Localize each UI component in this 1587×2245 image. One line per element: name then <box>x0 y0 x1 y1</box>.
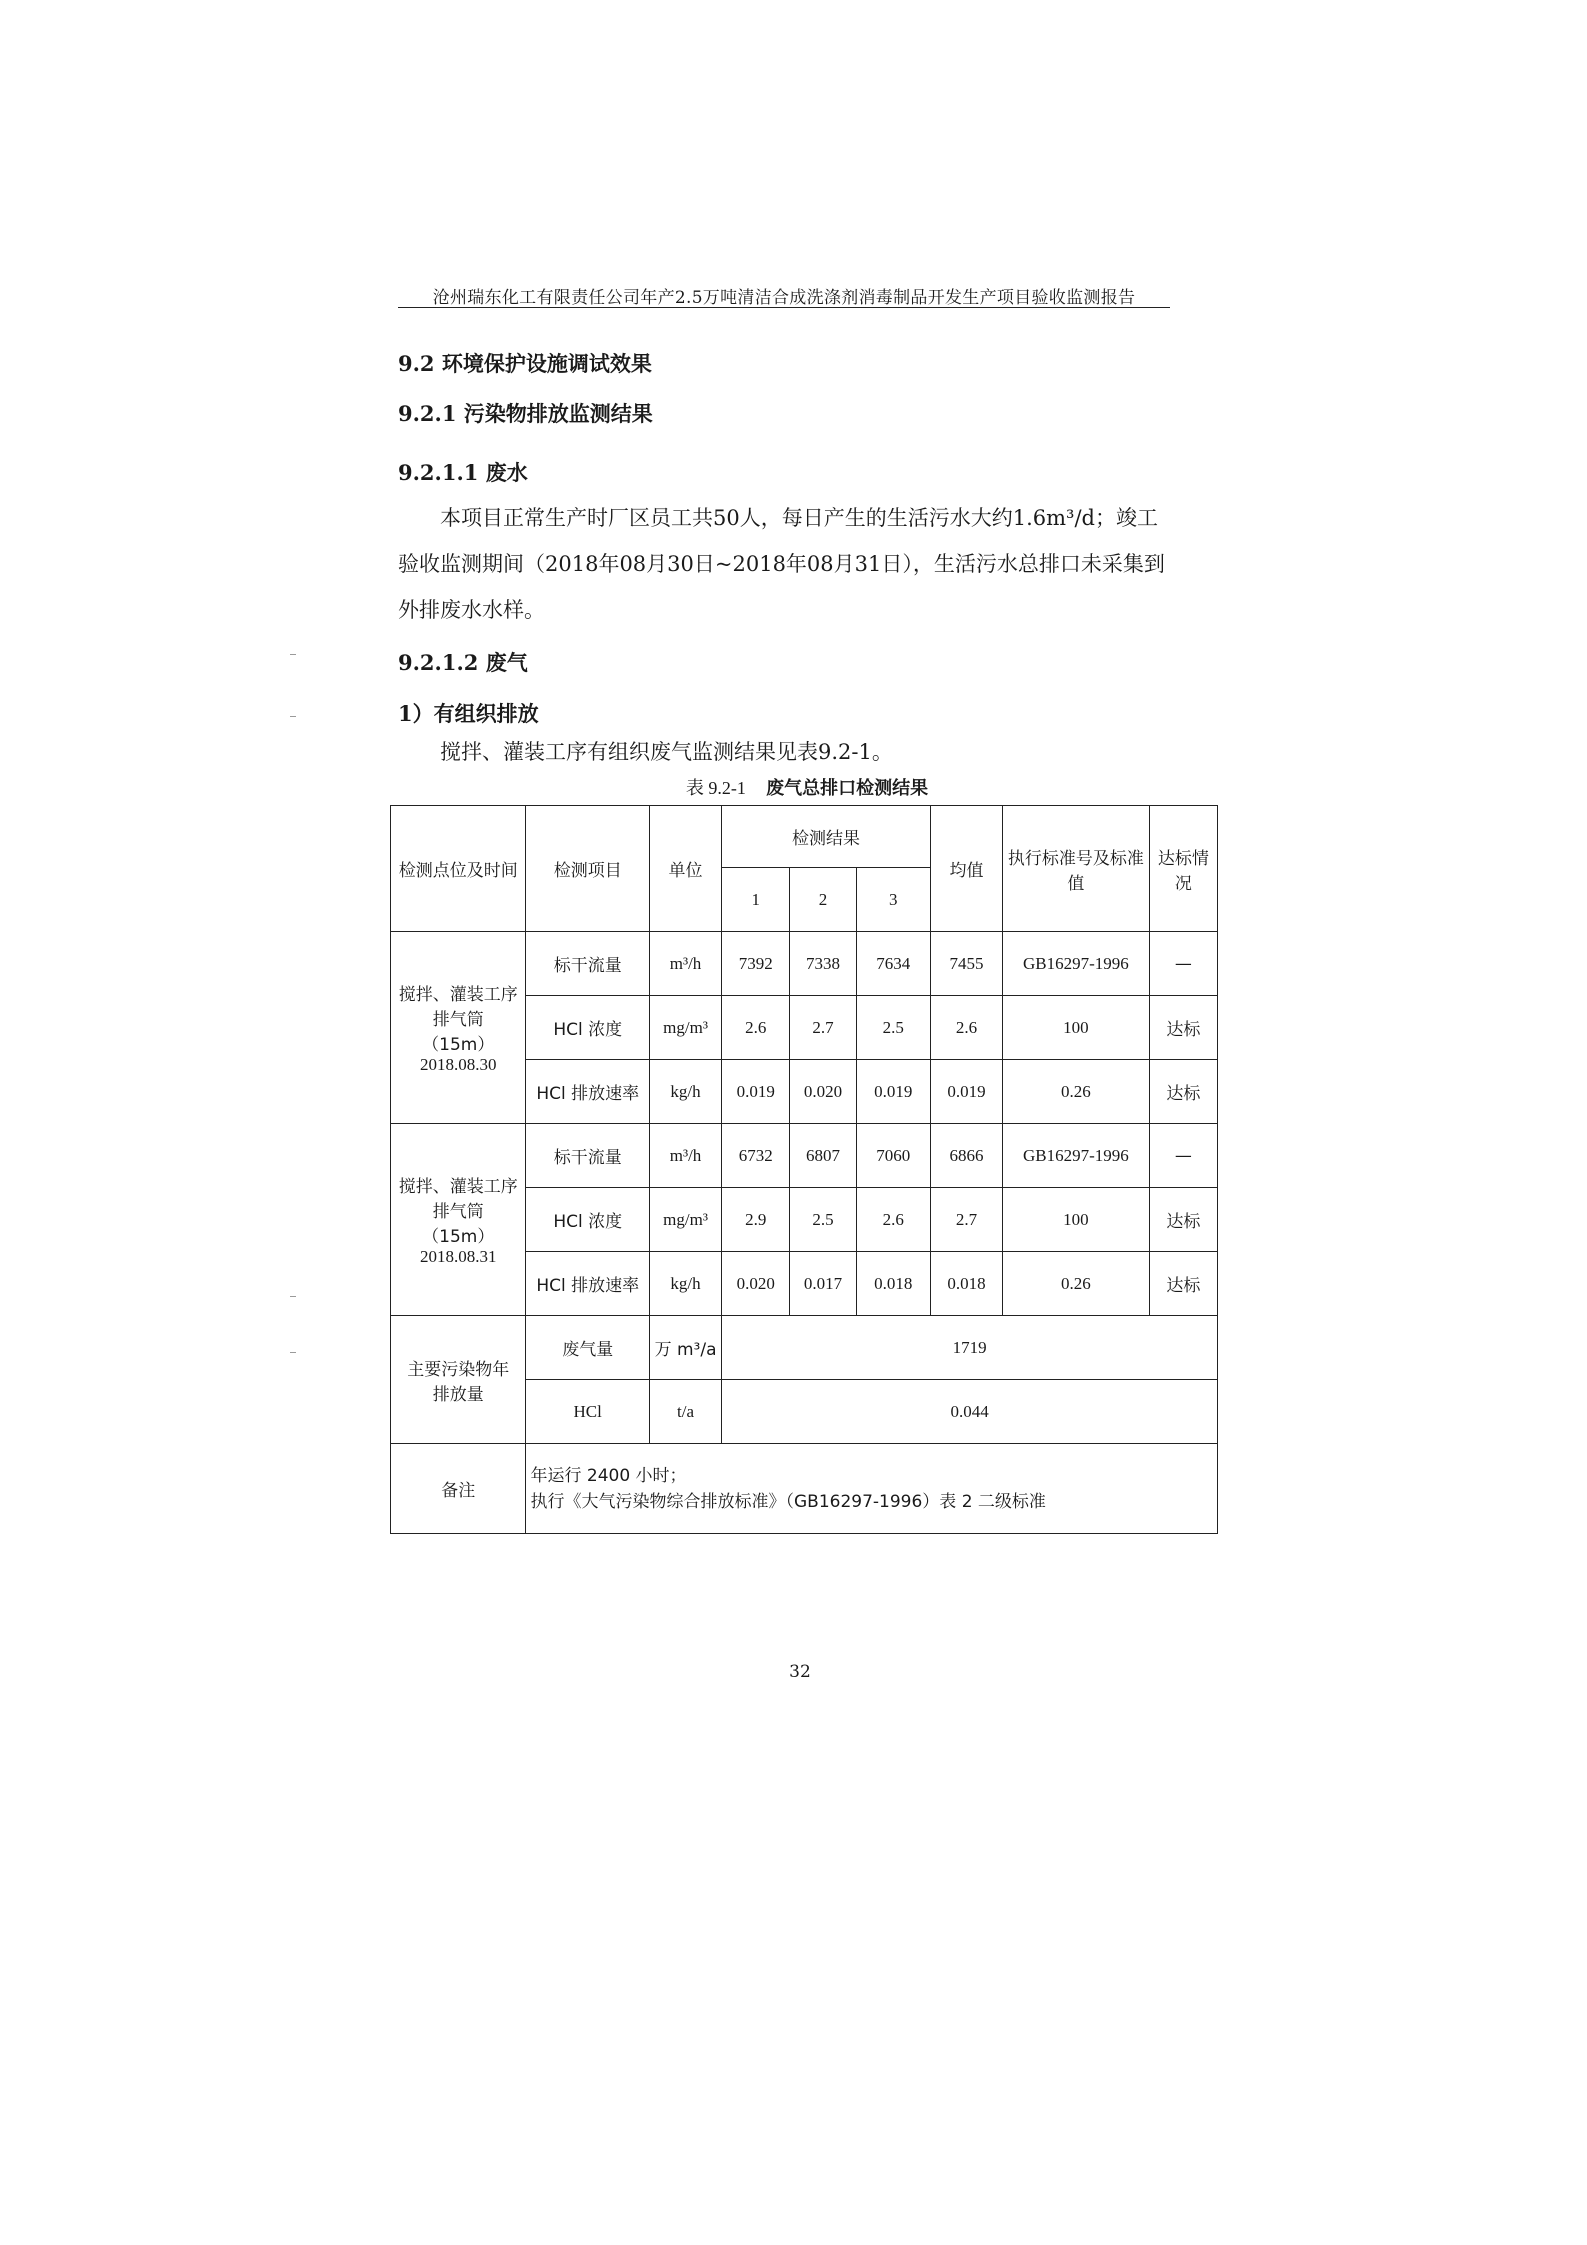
section-heading-9-2-1-2: 9.2.1.2 废气 <box>398 650 528 675</box>
mean-cell: 2.6 <box>930 996 1002 1060</box>
organized-emission-paragraph: 搅拌、灌装工序有组织废气监测结果见表9.2-1。 <box>440 740 893 764</box>
annual-value-cell: 1719 <box>722 1316 1218 1380</box>
value-cell: 0.019 <box>856 1060 930 1124</box>
value-cell: 2.5 <box>790 1188 856 1252</box>
standard-cell: GB16297-1996 <box>1003 932 1150 996</box>
table-row <box>391 1316 1218 1380</box>
annual-label-line: 主要污染物年 <box>407 1359 510 1380</box>
location-line: 2018.08.30 <box>419 1055 497 1074</box>
table-row <box>391 932 1218 996</box>
unit-cell: mg/m³ <box>649 996 721 1060</box>
value-cell: 2.9 <box>722 1188 790 1252</box>
header-location: 检测点位及时间 <box>391 806 526 932</box>
item-cell: 标干流量 <box>526 932 649 996</box>
value-cell: 2.5 <box>856 996 930 1060</box>
compliance-cell: — <box>1149 1124 1217 1188</box>
item-cell: 废气量 <box>526 1316 649 1380</box>
exhaust-results-table <box>390 805 1218 1534</box>
mean-cell: 2.7 <box>930 1188 1002 1252</box>
organized-emission-heading: 1）有组织排放 <box>398 701 539 726</box>
annual-value-cell: 0.044 <box>722 1380 1218 1444</box>
page-number: 32 <box>789 1662 811 1682</box>
header-unit: 单位 <box>649 806 721 932</box>
unit-cell: kg/h <box>649 1252 721 1316</box>
value-cell: 0.017 <box>790 1252 856 1316</box>
mean-cell: 0.018 <box>930 1252 1002 1316</box>
value-cell: 7634 <box>856 932 930 996</box>
location-line: 排气筒 <box>432 1202 484 1222</box>
standard-cell: 100 <box>1003 996 1150 1060</box>
header-rule <box>398 307 1170 308</box>
value-cell: 2.6 <box>856 1188 930 1252</box>
header-run-2: 2 <box>790 868 856 932</box>
standard-cell: 0.26 <box>1003 1060 1150 1124</box>
table-row <box>391 1124 1218 1188</box>
location-line: 排气筒 <box>432 1010 484 1030</box>
header-results: 检测结果 <box>722 806 931 868</box>
standard-cell: GB16297-1996 <box>1003 1124 1150 1188</box>
item-cell: HCl 排放速率 <box>526 1252 649 1316</box>
note-line: 执行《大气污染物综合排放标准》（GB16297-1996）表 2 二级标准 <box>530 1491 1046 1512</box>
value-cell: 7392 <box>722 932 790 996</box>
standard-cell: 100 <box>1003 1188 1150 1252</box>
table-row <box>391 1444 1218 1534</box>
running-header: 沧州瑞东化工有限责任公司年产2.5万吨清洁合成洗涤剂消毒制品开发生产项目验收监测报告 <box>432 288 1136 308</box>
header-run-1: 1 <box>722 868 790 932</box>
location-cell <box>391 1124 526 1316</box>
unit-cell: 万 m³/a <box>649 1316 721 1380</box>
table-caption-number: 表 9.2-1 <box>685 778 746 798</box>
item-cell: HCl 浓度 <box>526 996 649 1060</box>
table-caption <box>398 774 1216 800</box>
section-heading-9-2: 9.2 环境保护设施调试效果 <box>398 351 652 376</box>
section-heading-9-2-1-1: 9.2.1.1 废水 <box>398 460 528 485</box>
scan-speck <box>290 1296 296 1297</box>
header-mean: 均值 <box>930 806 1002 932</box>
compliance-cell: 达标 <box>1149 996 1217 1060</box>
unit-cell: kg/h <box>649 1060 721 1124</box>
compliance-cell: 达标 <box>1149 1188 1217 1252</box>
item-cell: HCl 排放速率 <box>526 1060 649 1124</box>
location-line: （15m） <box>422 1227 495 1247</box>
item-cell: HCl 浓度 <box>526 1188 649 1252</box>
mean-cell: 6866 <box>930 1124 1002 1188</box>
annual-label-cell <box>391 1316 526 1444</box>
compliance-cell: 达标 <box>1149 1060 1217 1124</box>
compliance-cell: 达标 <box>1149 1252 1217 1316</box>
location-line: 搅拌、灌装工序 <box>398 985 518 1005</box>
unit-cell: m³/h <box>649 1124 721 1188</box>
header-standard: 执行标准号及标准值 <box>1003 806 1150 932</box>
unit-cell: mg/m³ <box>649 1188 721 1252</box>
value-cell: 6807 <box>790 1124 856 1188</box>
item-cell: 标干流量 <box>526 1124 649 1188</box>
unit-cell: t/a <box>649 1380 721 1444</box>
note-label-cell: 备注 <box>391 1444 526 1534</box>
scan-speck <box>290 1352 296 1353</box>
note-line: 年运行 2400 小时； <box>530 1465 687 1486</box>
header-compliance: 达标情况 <box>1149 806 1217 932</box>
note-text-cell <box>526 1444 1218 1534</box>
value-cell: 0.019 <box>722 1060 790 1124</box>
value-cell: 7060 <box>856 1124 930 1188</box>
scan-speck <box>290 716 296 717</box>
unit-cell: m³/h <box>649 932 721 996</box>
location-line: 2018.08.31 <box>419 1247 497 1266</box>
scan-speck <box>290 654 296 655</box>
header-run-3: 3 <box>856 868 930 932</box>
value-cell: 2.7 <box>790 996 856 1060</box>
compliance-cell: — <box>1149 932 1217 996</box>
value-cell: 0.020 <box>790 1060 856 1124</box>
item-cell: HCl <box>526 1380 649 1444</box>
table-caption-title: 废气总排口检测结果 <box>766 778 929 799</box>
value-cell: 0.020 <box>722 1252 790 1316</box>
value-cell: 0.018 <box>856 1252 930 1316</box>
location-line: 搅拌、灌装工序 <box>398 1177 518 1197</box>
mean-cell: 0.019 <box>930 1060 1002 1124</box>
wastewater-paragraph: 本项目正常生产时厂区员工共50人，每日产生的生活污水大约1.6m³/d；竣工验收监测期间（2018年08月30日~2018年08月31日），生活污水总排口未采集到外排废水水样。 <box>398 506 1165 622</box>
mean-cell: 7455 <box>930 932 1002 996</box>
location-line: （15m） <box>422 1035 495 1055</box>
section-heading-9-2-1: 9.2.1 污染物排放监测结果 <box>398 401 653 426</box>
standard-cell: 0.26 <box>1003 1252 1150 1316</box>
header-item: 检测项目 <box>526 806 649 932</box>
value-cell: 7338 <box>790 932 856 996</box>
value-cell: 6732 <box>722 1124 790 1188</box>
value-cell: 2.6 <box>722 996 790 1060</box>
annual-label-line: 排放量 <box>432 1384 484 1405</box>
location-cell <box>391 932 526 1124</box>
